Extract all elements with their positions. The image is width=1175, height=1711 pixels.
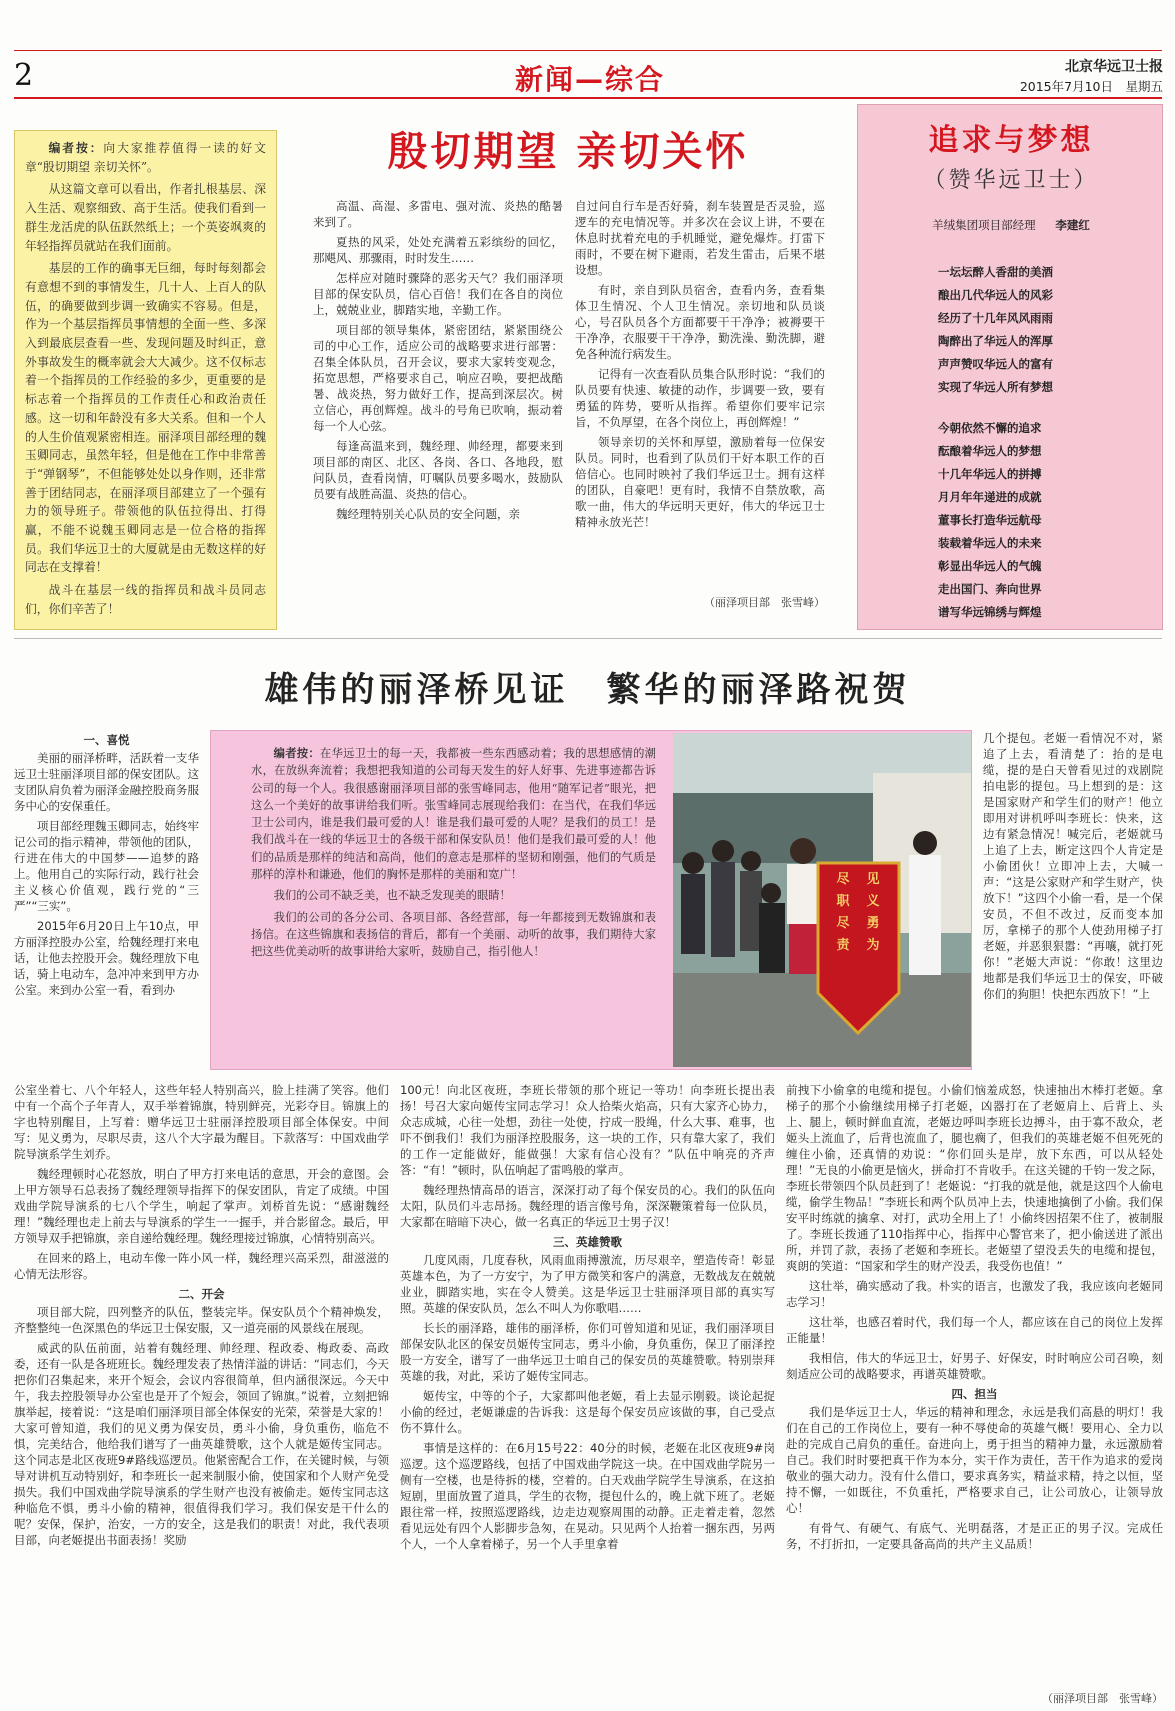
poem-byline [858, 217, 1164, 233]
poem-line: 经历了十几年风风雨雨 [938, 311, 1053, 325]
paragraph: 夏热的风采，处处充满着五彩缤纷的回忆，那飓风、那骤雨，时时发生…… [313, 235, 563, 265]
paragraph: 魏经理特别关心队员的安全问题，亲 [336, 507, 520, 521]
article-2-column-1-top [14, 730, 199, 1090]
paragraph: 这壮举，确实感动了我。朴实的语言，也激发了我，我应该向老姬同志学习！ [786, 1279, 1163, 1309]
banner-text-right: 见义勇为 [866, 872, 880, 953]
paragraph: 自过问自行车是否好骑，刹车装置是否灵验，巡逻车的充电情况等。并多次在会议上讲，不要在休息时扰着充电的手机睡觉，避免爆炸。打雷下雨时，不要在树下避雨，若发生雷击，后果不堪设想。 [575, 199, 825, 277]
article-1-column-2 [575, 198, 825, 593]
editor-note-2-box [210, 730, 972, 1070]
paragraph: 项目部经理魏玉卿同志，始终牢记公司的指示精神，带领他的团队，行进在伟大的中国梦——追梦的路上。他用自己的实际行动，践行社会主义核心价值观，践行党的“三严”“三实”。 [14, 819, 199, 913]
poem-line: 彰显出华远人的气魄 [938, 559, 1042, 573]
editor-note-paragraph: 我们的公司的各分公司、各项目部、各经营部，每一年都接到无数锦旗和表扬信。在这些锦旗和表扬信的背后，都有一个美丽、动听的故事，我们期待大家把这些优美动听的故事讲给大家听，鼓励自己，指引他人！ [251, 910, 656, 959]
poem-author-unit: 羊绒集团项目部经理 [932, 218, 1036, 232]
paragraph: 有时，亲自到队员宿舍，查看内务，查看集体卫生情况、个人卫生情况。亲切地和队员谈心，号召队员各个方面都要干干净净；被褥要干干净净，衣服要干干净净，勤洗澡、勤洗脚，避免各种流行病发生。 [575, 283, 825, 361]
editor-note-paragraph: 从这篇文章可以看出，作者扎根基层、深入生活、观察细致、高于生活。使我们看到一群生龙活虎的队伍跃然纸上；一个英姿飒爽的年轻指挥员就站在我们面前。 [25, 182, 266, 253]
section-divider [14, 638, 1162, 639]
editor-note-label: 编者按： [48, 141, 104, 155]
paragraph: 前拽下小偷拿的电缆和提包。小偷们恼羞成怒，快速抽出木棒打老姬。拿梯子的那个小偷继续用梯子打老姬，凶器打在了老姬肩上、后背上、头上、腿上，顿时鲜血直流，老姬边呼叫李班长边搏斗，由于寡不敌众，老姬头上流血了，后背也流血了，腿也瘸了，但我们的英雄老姬不但死死的缠住小偷，还真情的劝说：“你们回头是岸，放下东西，可以从轻处理！”无良的小偷更是恼火，拼命打不肯收手。在这关键的千钧一发之际，李班长带领四个队员赶到了！老姬说：“打我的就是他，就是这四个人偷电缆，偷学生物品！”李班长和两个队员冲上去，快速地擒倒了小偷。我们保安平时练就的擒拿、对打，武功全用上了！小偷终因招架不住了，被制服了。李班长拨通了110指挥中心，指挥中心警官来了，把小偷送进了派出所，并罚了款，表扬了老姬和李班长。老姬望了望没丢失的电缆和提包，爽朗的笑道：“国家和学生的财产没丢，我受伤也值！” [786, 1083, 1163, 1273]
poem-line: 酿出几代华远人的风彩 [938, 288, 1053, 302]
paragraph: 2015年6月20日上午10点，甲方丽泽控股办公室，给魏经理打来电话，让他去控股开会。魏经理放下电话，骑上电动车，急冲冲来到甲方办公室。来到办公室一看，看到办 [14, 919, 199, 997]
paragraph: 几度风雨，几度春秋，风雨血雨搏激流，历尽艰辛，塑造传奇！彰显英雄本色，为了一方安宁，为了甲方微笑和客户的满意，无数战友在兢兢业业，脚踏实地，实在令人赞美。这是华远卫士驻丽泽项目部的真实写照。英雄的保安队员，怎么不叫人为你歌唱…… [400, 1253, 775, 1315]
editor-note-2-text: 编者按：在华远卫士的每一天，我都被一些东西感动着；我的思想感情的潮水，在放纵奔流着；我想把我知道的公司每天发生的好人好事、先进事迹都告诉公司的每一个人。我很感谢丽泽项目部的张雪峰同志，他用“随军记者”眼光，把这么一个美好的故事讲给我们听。张雪峰同志展现给我们：在当代，在我们华远卫士公司内，谁是我们最可爱的人！谁是我们最可爱的人呢？是我们的员工！是我们战斗在一线的华远卫士的各级干部和保安队员！他们是我们最可爱的人！他们的品质是那样的纯洁和高尚，他们的意志是那样的坚韧和刚强，他们的气质是那样的淳朴和谦逊，他们的胸怀是那样的美丽和宽广！ 我们的公司不缺乏美，也不缺乏发现美的眼睛！ 我们的公司的各分公司、各项目部、各经营部，每一年都接到无数锦旗和表扬信。在这些锦旗和表扬信的背后，都有一个美丽、动听的故事，我们期待大家把这些优美动听的故事讲给大家听，鼓励自己，指引他人！ [251, 745, 656, 1059]
poem-line: 十几年华远人的拼搏 [938, 467, 1042, 481]
paper-name: 北京华远卫士报 [1065, 59, 1163, 75]
group-photo-illustration [673, 733, 971, 1067]
article-2-column-1-bottom [14, 1082, 389, 1707]
section-heading: 四、担当 [951, 1387, 998, 1401]
editor-note-paragraph: 基层的工作的确事无巨细，每时每刻都会有意想不到的事情发生，几十人、上百人的队伍，的确要做到步调一致确实不容易。但是，作为一个基层指挥员事情想的全面一些、多深入到最底层查看一些、发现问题及时纠正，意外事故发生的概率就会大大减少。这不仅标志着一个指挥员的工作经验的多少，更重要的是标志着一个指挥员的工作责任心和政治责任感。这一切和年龄没有多大关系。但和一个人的人生价值观紧密相连。丽泽项目部经理的魏玉卿同志，虽然年轻，但是他在工作中非常善于“弹钢琴”，不但能够处处以身作则，还非常善于团结同志，在丽泽项目部建立了一个强有力的领导班子。带领他的队伍拉得出、打得赢，不能不说魏玉卿同志是一位合格的指挥员。我们华远卫士的大厦就是由无数这样的好同志在支撑着！ [25, 261, 266, 575]
paragraph: 每逢高温来到，魏经理、帅经理，都要来到项目部的南区、北区、各岗、各口、各地段，慰问队员，查看岗情，叮嘱队员要多喝水，鼓励队员要有战胜高温、炎热的信心。 [313, 439, 563, 501]
editor-note-paragraph: 我们的公司不缺乏美，也不缺乏发现美的眼睛！ [273, 889, 511, 903]
poem-title: 追求与梦想 [928, 123, 1094, 158]
poem-line: 今朝依然不懈的追求 [938, 421, 1042, 435]
page-number: 2 [14, 58, 34, 93]
poem-line: 一坛坛醉人香甜的美酒 [938, 265, 1053, 279]
poem-stanza-2 [938, 417, 1148, 624]
paragraph: 在回来的路上，电动车像一阵小风一样，魏经理兴高采烈，甜滋滋的心情无法形容。 [14, 1251, 389, 1281]
editor-note-text: 编者按：向大家推荐值得一读的好文章“殷切期望 亲切关怀”。 从这篇文章可以看出，作者扎根基层、深入生活、观察细致、高于生活。使我们看到一群生龙活虎的队伍跃然纸上；一个英姿飒爽的年轻指挥员就站在我们面前。 基层的工作的确事无巨细，每时每刻都会有意想不到的事情发生，几十人、上百人的队伍，的确要做到步调一致确实不容易。但是，作为一个基层指挥员事情想的全面一些、多深入到最底层查看一些、发现问题及时纠正，意外事故发生的概率就会大大减少。这不仅标志着一个指挥员的工作经验的多少，更重要的是标志着一个指挥员的工作责任心和政治责任感。这一切和年龄没有多大关系。但和一个人的人生价值观紧密相连。丽泽项目部经理的魏玉卿同志，虽然年轻，但是他在工作中非常善于“弹钢琴”，不但能够处处以身作则，还非常善于团结同志，在丽泽项目部建立了一个强有力的领导班子。带领他的队伍拉得出、打得赢，不能不说魏玉卿同志是一位合格的指挥员。我们华远卫士的大厦就是由无数这样的好同志在支撑着！ 战斗在基层一线的指挥员和战斗员同志们，你们辛苦了！ [25, 139, 266, 623]
paragraph: 领导亲切的关怀和厚望，激励着每一位保安队员。同时，也看到了队员们干好本职工作的百倍信心。也同时映衬了我们华远卫士。拥有这样的团队，自豪吧！更有时，我情不自禁放歌，高歌一曲，伟大的华远明天更好，伟大的华远卫士精神永放光芒！ [575, 435, 825, 529]
poem-line: 董事长打造华远航母 [938, 513, 1042, 527]
paragraph: 项目部大院，四列整齐的队伍，整装完毕。保安队员个个精神焕发，齐整整纯一色深黑色的华远卫士保安服，又一道亮丽的风景线在展现。 [14, 1305, 389, 1335]
poem-line: 装载着华远人的未来 [938, 536, 1042, 550]
poem-line: 陶醉出了华远人的浑厚 [938, 334, 1053, 348]
paragraph: 有骨气、有硬气、有底气、光明磊落，才是正正的男子汉。完成任务，不打折扣，一定要具备高尚的共产主义品质！ [786, 1521, 1163, 1551]
article-1-column-1 [313, 198, 563, 593]
paragraph: 威武的队伍前面，站着有魏经理、帅经理、程政委、梅政委、高政委，还有一队是各班班长。魏经理发表了热情洋溢的讲话：“同志们，今天把你们召集起来，来开个短会，会议内容很简单，但内涵很深远。今天中午，我去控股领导办公室也是开了个短会，领回了锦旗。”说着，立刻把锦旗举起，接着说：“这是咱们丽泽项目部全体保安的光荣，荣誉是大家的！大家可曾知道，我们的见义勇为保安员，勇斗小偷，身负重伤，临危不惧，完美结合，他给我们谱写了一曲英雄赞歌，这个人就是姬传宝同志。这个同志是北区夜班9#路线巡逻员。他紧密配合工作，在关键时候，与领导对讲机互动特别好，和李班长一起来制服小偷，使国家和个人财产免受损失。我们中国戏曲学院导演系的学生财产也没有被偷走。姬传宝同志这种临危不惧，勇斗小偷的精神，很值得我们学习。我们保安是干什么的呢？安保，保护，治安，一方的安全，这是我们的职责！对此，我代表项目部，向老姬提出书面表扬！奖励 [14, 1341, 389, 1547]
poem-subtitle: （赞华远卫士） [923, 168, 1099, 193]
group-photo [673, 733, 971, 1067]
article-1-signature: （丽泽项目部 张雪峰） [704, 596, 825, 609]
paragraph: 这壮举，也感召着时代，我们每一个人，都应该在自己的岗位上发挥正能量！ [786, 1315, 1163, 1345]
editor-note-paragraph: 战斗在基层一线的指挥员和战斗员同志们，你们辛苦了！ [25, 583, 266, 616]
paragraph: 事情是这样的：在6月15号22：40分的时候，老姬在北区夜班9#岗巡逻。这个巡逻路线，包括了中国戏曲学院这一块。在中国戏曲学院另一侧有一空楼，也是待拆的楼，空着的。白天戏曲学院学生导演系，在这拍短剧，里面放置了道具，学生的衣物，提包什么的，晚上就下班了。老姬跟往常一样，按照巡逻路线，边走边观察周围的动静。正走着走着，忽然看见远处有四个人影脚步急匆，在晃动。只见两个人抬着一捆东西，另两个人，一个人拿着梯子，另一个人手里拿着 [400, 1441, 775, 1551]
paragraph: 魏经理顿时心花怒放，明白了甲方打来电话的意思，开会的意图。会上甲方领导石总表扬了魏经理领导指挥下的保安团队，肯定了成绩。中国戏曲学院导演系的七八个学生，响起了掌声。刘桥首先说：“感谢魏经理！”魏经理也走上前去与导演系的学生一一握手，并合影留念。最后，甲方领导双手把锦旗，亲自递给魏经理。魏经理接过锦旗，心情特别高兴。 [14, 1167, 389, 1245]
paragraph: 美丽的丽泽桥畔，活跃着一支华远卫士驻丽泽项目部的保安团队。这支团队肩负着为丽泽金融控股商务服务中心的安保重任。 [14, 751, 199, 813]
section-title: 新闻—综合 [514, 63, 665, 96]
poem-line: 谱写华远锦绣与辉煌 [938, 605, 1042, 619]
paragraph: 我们是华远卫士人，华远的精神和理念，永远是我们高悬的明灯！我们在自己的工作岗位上，要有一种不辱使命的英雄气概！要用心、全力以赴的完成自己肩负的重任。奋进向上，勇于担当的精神力量，永远激励着自己。我们时时要把真干作为本分，实干作为责任，苦干作为追求的爱岗敬业的强大动力。没有什么借口，要求真务实，精益求精，持之以恒，坚持不懈，一如既往，不负重托，严格要求自己，让公司放心，让领导放心！ [786, 1405, 1163, 1515]
header-rule-top [14, 50, 1162, 51]
article-2-column-3-top [983, 730, 1163, 1070]
poem-line: 走出国门、奔向世界 [938, 582, 1042, 596]
poem-line: 月月年年递进的成就 [938, 490, 1042, 504]
poem-line: 酝酿着华远人的梦想 [938, 444, 1042, 458]
issue-date: 2015年7月10日 星期五 [1019, 79, 1163, 94]
paragraph: 公室坐着七、八个年轻人，这些年轻人特别高兴，脸上挂满了笑容。他们中有一个高个子年青人，双手举着锦旗，特别鲜亮，光彩夺目。锦旗上的字也特别醒目，上写着：赠华远卫士驻丽泽控股项目部全体保安。中间写：见义勇为，尽职尽责，这八个大字最为醒目。下款落写：中国戏曲学院导演系学生刘乔。 [14, 1083, 389, 1161]
paragraph: 我相信，伟大的华远卫士，好男子、好保安，时时响应公司召唤，刻刻适应公司的战略要求，再谱英雄赞歌。 [786, 1351, 1163, 1381]
paragraph: 项目部的领导集体，紧密团结，紧紧围绕公司的中心工作，适应公司的战略要求进行部署：召集全体队员，召开会议，要求大家转变观念，拓宽思想，严格要求自己，响应召唤，要把战酷暑、战炎热，努力做好工作，提高到深层次。树立信心，再创辉煌。战斗的号角已吹响，振动着每一个人心弦。 [313, 323, 563, 433]
editor-note-box [14, 130, 277, 630]
article-2-column-2 [400, 1082, 775, 1707]
section-heading: 二、开会 [178, 1287, 225, 1301]
poem-author: 李建红 [1055, 218, 1090, 232]
section-heading: 一、喜悦 [83, 733, 130, 747]
poem-stanza-1 [938, 261, 1148, 399]
paragraph: 高温、高湿、多雷电、强对流、炎热的酷暑来到了。 [313, 199, 563, 229]
banner-text-left: 尽职尽责 [836, 872, 850, 953]
paragraph: 怎样应对随时骤降的恶劣天气？我们丽泽项目部的保安队员，信心百倍！我们在各自的岗位上，兢兢业业，脚踏实地，辛勤工作。 [313, 271, 563, 317]
article-2-title: 雄伟的丽泽桥见证 繁华的丽泽路祝贺 [264, 670, 911, 710]
poem-box [857, 104, 1163, 630]
paragraph: 100元！向北区夜班，李班长带领的那个班记一等功！向李班长提出表扬！号召大家向姬传宝同志学习！众人拾柴火焰高，只有大家齐心协力，众志成城，心往一处想，劲往一处使，拧成一股绳，什么大事、难事，也吓不倒我们！我们为丽泽控股服务，这一块的工作，只有靠大家了，我们的工作一定能做好，能做强！大家有信心没有？”队伍中响亮的齐声答：“有！”顿时，队伍响起了雷鸣般的掌声。 [400, 1083, 775, 1177]
paragraph: 记得有一次查看队员集合队形时说：“我们的队员要有快速、敏捷的动作，步调要一致，要有勇猛的阵势，要听从指挥。希望你们要牢记宗旨，不负厚望，在各个岗位上，再创辉煌！” [575, 367, 825, 429]
poem-line: 实现了华远人所有梦想 [938, 380, 1053, 394]
paragraph: 魏经理热情高昂的语言，深深打动了每个保安员的心。我们的队伍向太阳，队员们斗志昂扬。魏经理的语言像号角，深深鞭策着每一位队员，大家都在暗暗下决心，做一名真正的华远卫士男子汉！ [400, 1183, 775, 1229]
article-1-title: 殷切期望 亲切关怀 [387, 129, 749, 175]
article-2-signature: （丽泽项目部 张雪峰） [1042, 1692, 1163, 1705]
header-rule-bottom [14, 97, 1162, 99]
article-2-column-3-bottom [786, 1082, 1163, 1687]
paragraph: 姬传宝，中等的个子，大家都叫他老姬，看上去显示刚毅。谈论起捉小偷的经过，老姬谦虚的告诉我：这是每个保安员应该做的事，自己受点伤不算什么。 [400, 1389, 775, 1435]
poem-line: 声声赞叹华远人的富有 [938, 357, 1053, 371]
section-heading: 三、英雄赞歌 [553, 1235, 622, 1249]
paragraph: 长长的丽泽路，雄伟的丽泽桥，你们可曾知道和见证，我们丽泽项目部保安队北区的保安员姬传宝同志，勇斗小偷，身负重伤，保卫了丽泽控股一方安全，谱写了一曲华远卫士咱自己的保安员的英雄赞歌。特别崇拜英雄的我，对此，采访了姬传宝同志。 [400, 1321, 775, 1383]
paragraph: 几个提包。老姬一看情况不对，紧追了上去，看清楚了：抬的是电缆，提的是白天曾看见过的戏剧院拍电影的提包。马上想到的是：这是国家财产和学生们的财产！他立即用对讲机呼叫李班长：快来，这边有紧急情况！喊完后，老姬就马上追了上去，断定这四个人肯定是小偷团伙！立即冲上去，大喊一声：“这是公家财产和学生财产，快放下！”这四个小偷一看，是一个保安员，不但不改过，反而变本加厉，拿梯子的那个人使劲用梯子打老姬，并恶狠狠嚣：“再嚷，就打死你！”老姬大声说：“你敢！这里边地都是我们华远卫士的保安，吓破你们的狗胆！快把东西放下！”上 [983, 731, 1163, 1001]
editor-note-2-label: 编者按： [273, 746, 320, 760]
